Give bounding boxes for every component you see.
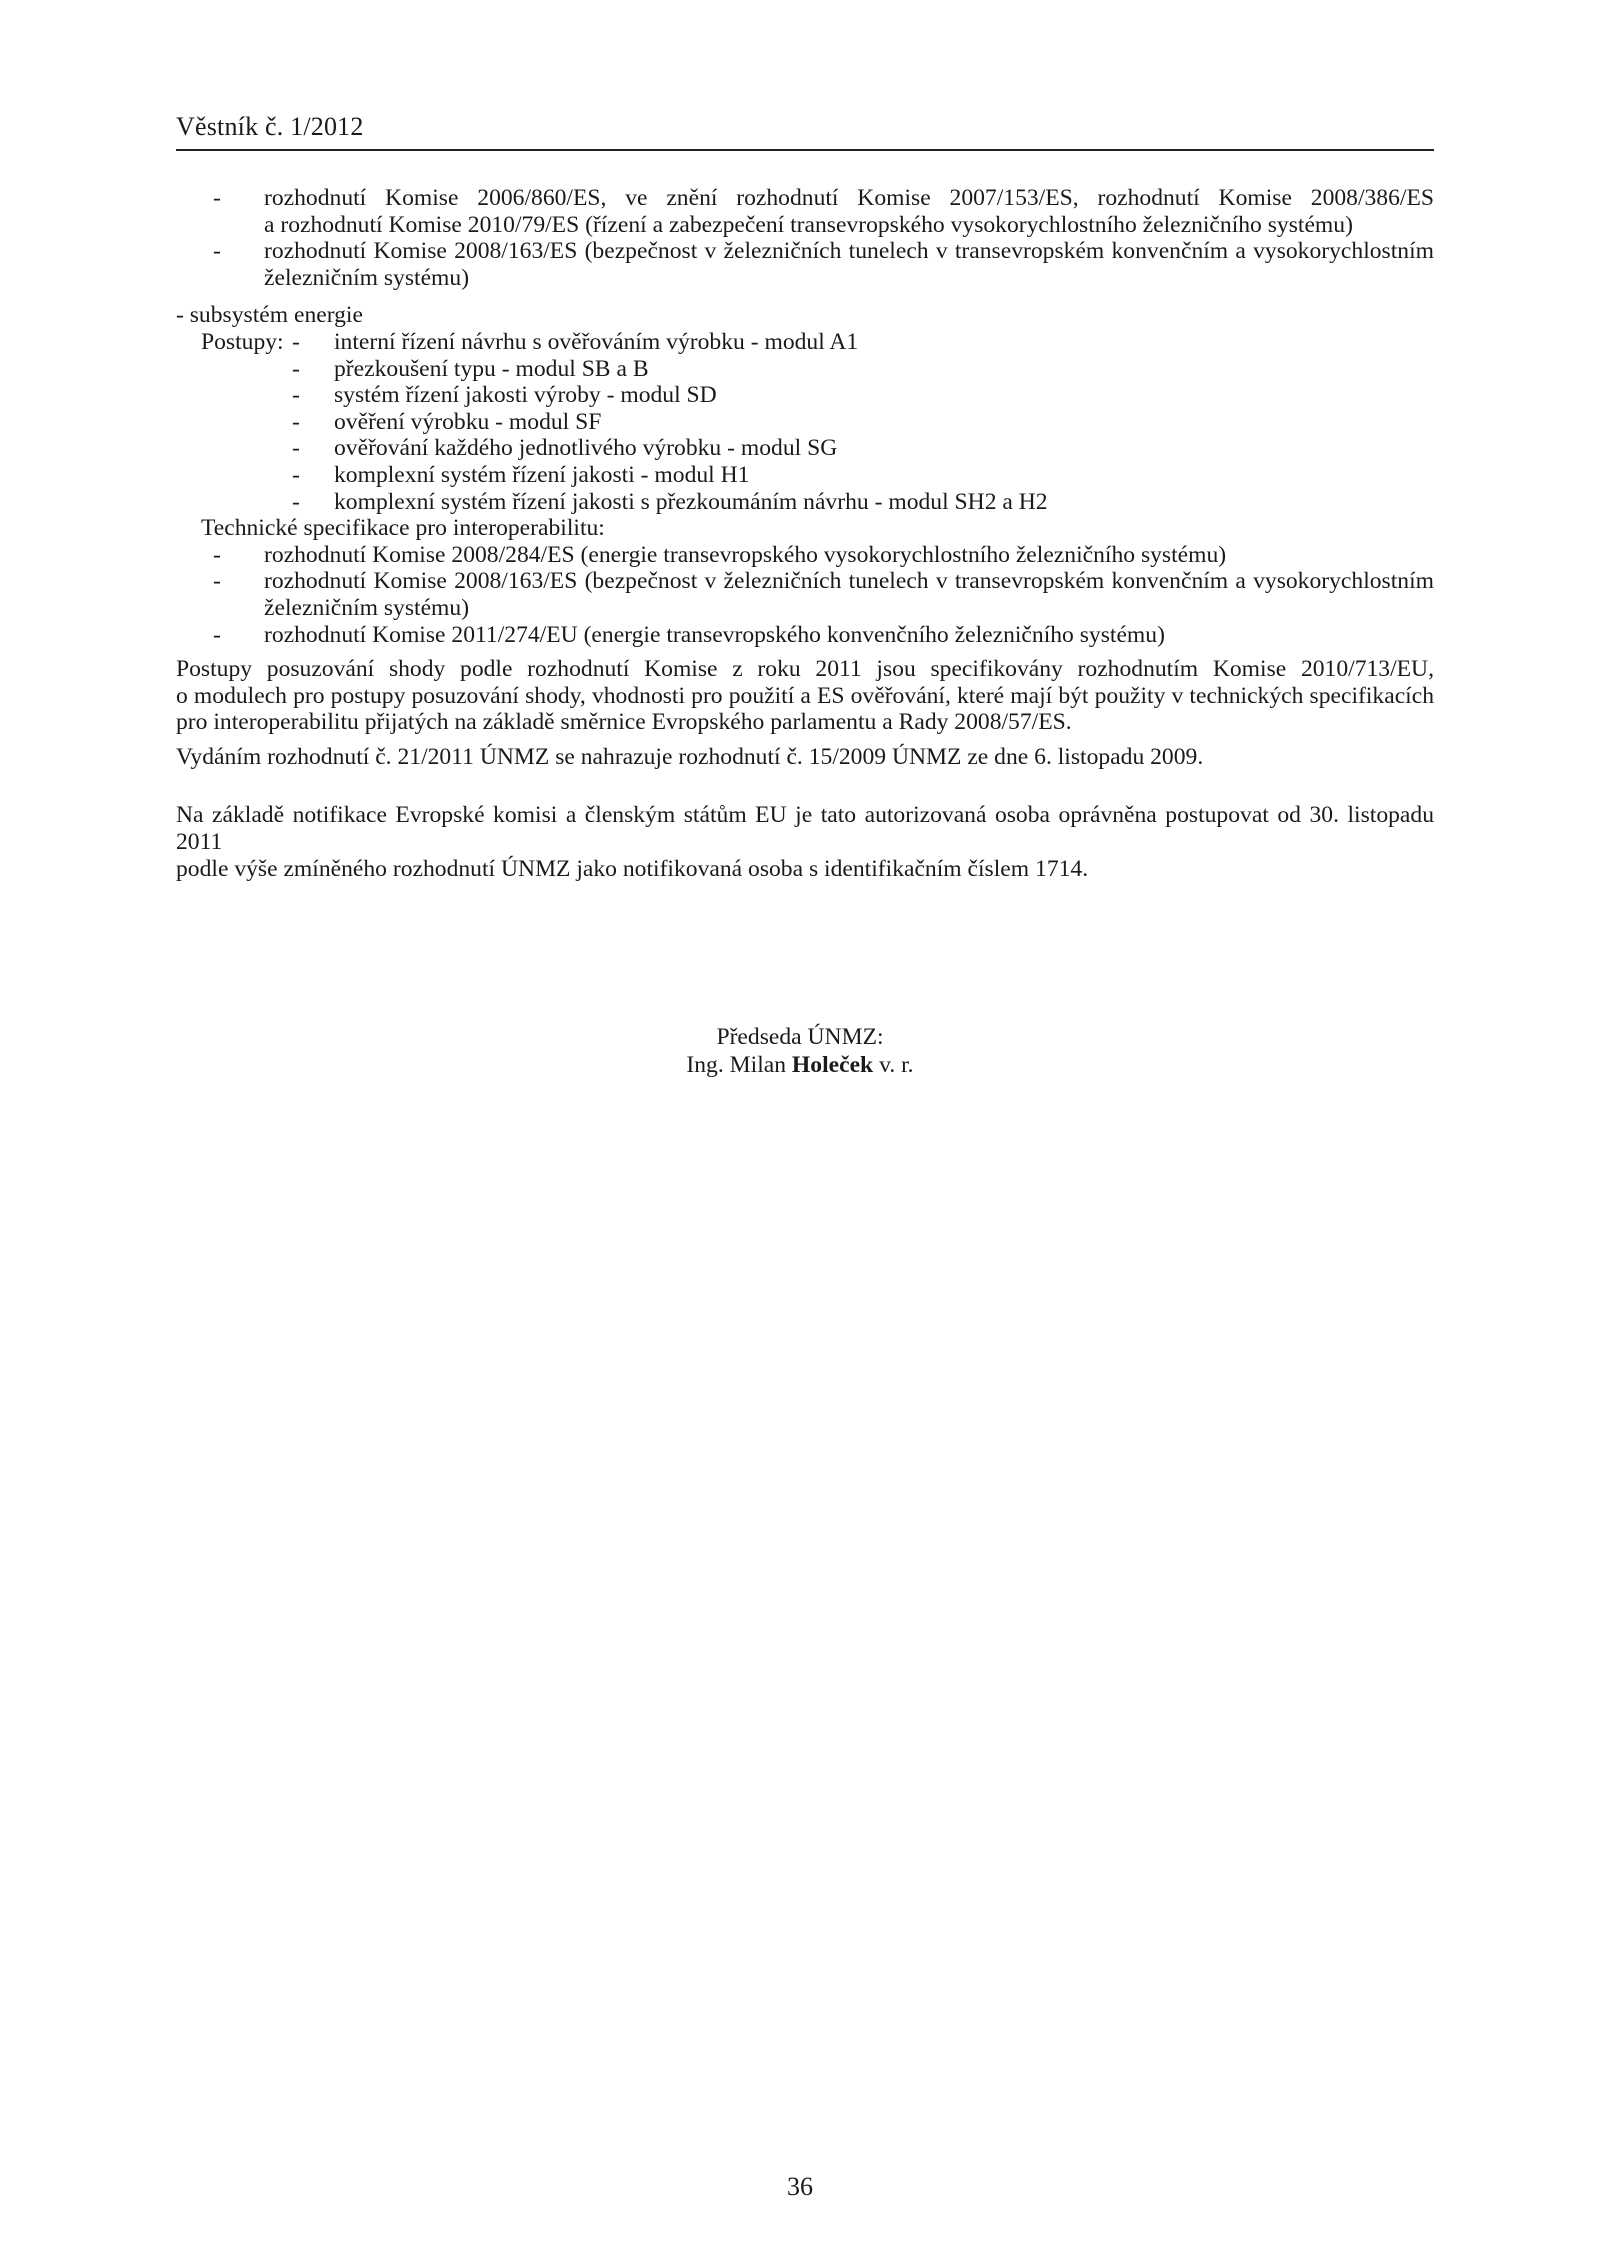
bullet-dash: - [213,568,221,595]
journal-title: Věstník č. 1/2012 [176,112,364,141]
bullet-dash: - [292,488,300,515]
procedure-text: ověřování každého jednotlivého výrobku - modul SG [334,435,838,462]
page-header [176,112,1434,151]
procedure-item [176,489,1434,516]
tech-spec-line: rozhodnutí Komise 2008/163/ES (bezpečnost v železničních tunelech v transevropském konvenčním a vysokorychlostním [264,568,1434,595]
conformity-paragraph [176,656,1434,736]
list-item [176,238,1434,291]
procedure-text: systém řízení jakosti výroby - modul SD [334,382,717,409]
tech-spec-line: rozhodnutí Komise 2008/284/ES (energie transevropského vysokorychlostního železničního systému) [264,541,1227,568]
procedure-item [176,382,1434,409]
list-item [176,185,1434,238]
notification-paragraph [176,802,1434,882]
list-item-line: a rozhodnutí Komise 2010/79/ES (řízení a zabezpečení transevropského vysokorychlostního železničního systému) [264,211,1353,238]
signatory-name [0,1051,1600,1079]
name-prefix: Ing. Milan [686,1052,792,1078]
procedure-text: komplexní systém řízení jakosti s přezkoumáním návrhu - modul SH2 a H2 [334,488,1048,515]
procedure-text: ověření výrobku - modul SF [334,408,602,435]
bullet-dash: - [292,435,300,462]
procedure-item [176,435,1434,462]
bullet-dash: - [292,382,300,409]
tech-spec-line: rozhodnutí Komise 2011/274/EU (energie transevropského konvenčního železničního systému) [264,621,1165,648]
tech-spec-item [176,622,1434,649]
bullet-dash: - [292,408,300,435]
bullet-dash: - [292,461,300,488]
procedure-item [176,462,1434,489]
paragraph-line: Postupy posuzování shody podle rozhodnutí Komise z roku 2011 jsou specifikovány rozhodnutím Komise 2010/713/EU, [176,656,1434,683]
tech-spec-item [176,542,1434,569]
list-item-line: rozhodnutí Komise 2008/163/ES (bezpečnost v železničních tunelech v transevropském konvenčním a vysokorychlostním [264,238,1434,265]
tech-spec-label: Technické specifikace pro interoperabilitu: [201,515,605,542]
bullet-dash: - [213,621,221,648]
bullet-dash: - [292,355,300,382]
procedure-text: interní řízení návrhu s ověřováním výrobku - modul A1 [334,328,859,355]
tech-spec-item [176,568,1434,621]
procedure-text: přezkoušení typu - modul SB a B [334,355,649,382]
paragraph-line: o modulech pro postupy posuzování shody, vhodnosti pro použití a ES ověřování, které mají být použity v technických specifikacích [176,682,1434,709]
list-item-line: rozhodnutí Komise 2006/860/ES, ve znění rozhodnutí Komise 2007/153/ES, rozhodnutí Komise 2008/386/ES [264,185,1434,211]
document-body [176,185,1434,882]
paragraph-line: Na základě notifikace Evropské komisi a členským státům EU je tato autorizovaná osoba oprávněna postupovat od 30. listopadu 2011 [176,802,1434,856]
bullet-dash: - [213,238,221,265]
tech-spec-line: železničním systému) [264,594,470,621]
paragraph-line: podle výše zmíněného rozhodnutí ÚNMZ jako notifikovaná osoba s identifikačním číslem 1714. [176,855,1089,882]
procedure-item [176,356,1434,383]
paragraph-line: pro interoperabilitu přijatých na základě směrnice Evropského parlamentu a Rady 2008/57/ES. [176,709,1072,736]
procedures-label: Postupy: [201,328,284,355]
name-suffix: v. r. [873,1052,914,1078]
procedure-text: komplexní systém řízení jakosti - modul H1 [334,461,750,488]
signature-block [0,1023,1600,1079]
subsystem-title: - subsystém energie [176,302,363,329]
bullet-dash: - [213,185,221,211]
bullet-dash: - [213,541,221,568]
replacement-paragraph: Vydáním rozhodnutí č. 21/2011 ÚNMZ se nahrazuje rozhodnutí č. 15/2009 ÚNMZ ze dne 6. listopadu 2009. [176,743,1204,770]
bullet-dash: - [292,328,300,355]
name-surname: Holeček [791,1052,874,1078]
list-item-line: železničním systému) [264,264,470,291]
procedure-item [176,409,1434,436]
signatory-role: Předseda ÚNMZ: [716,1024,884,1050]
page-number: 36 [787,2172,813,2201]
procedure-item [176,329,1434,356]
